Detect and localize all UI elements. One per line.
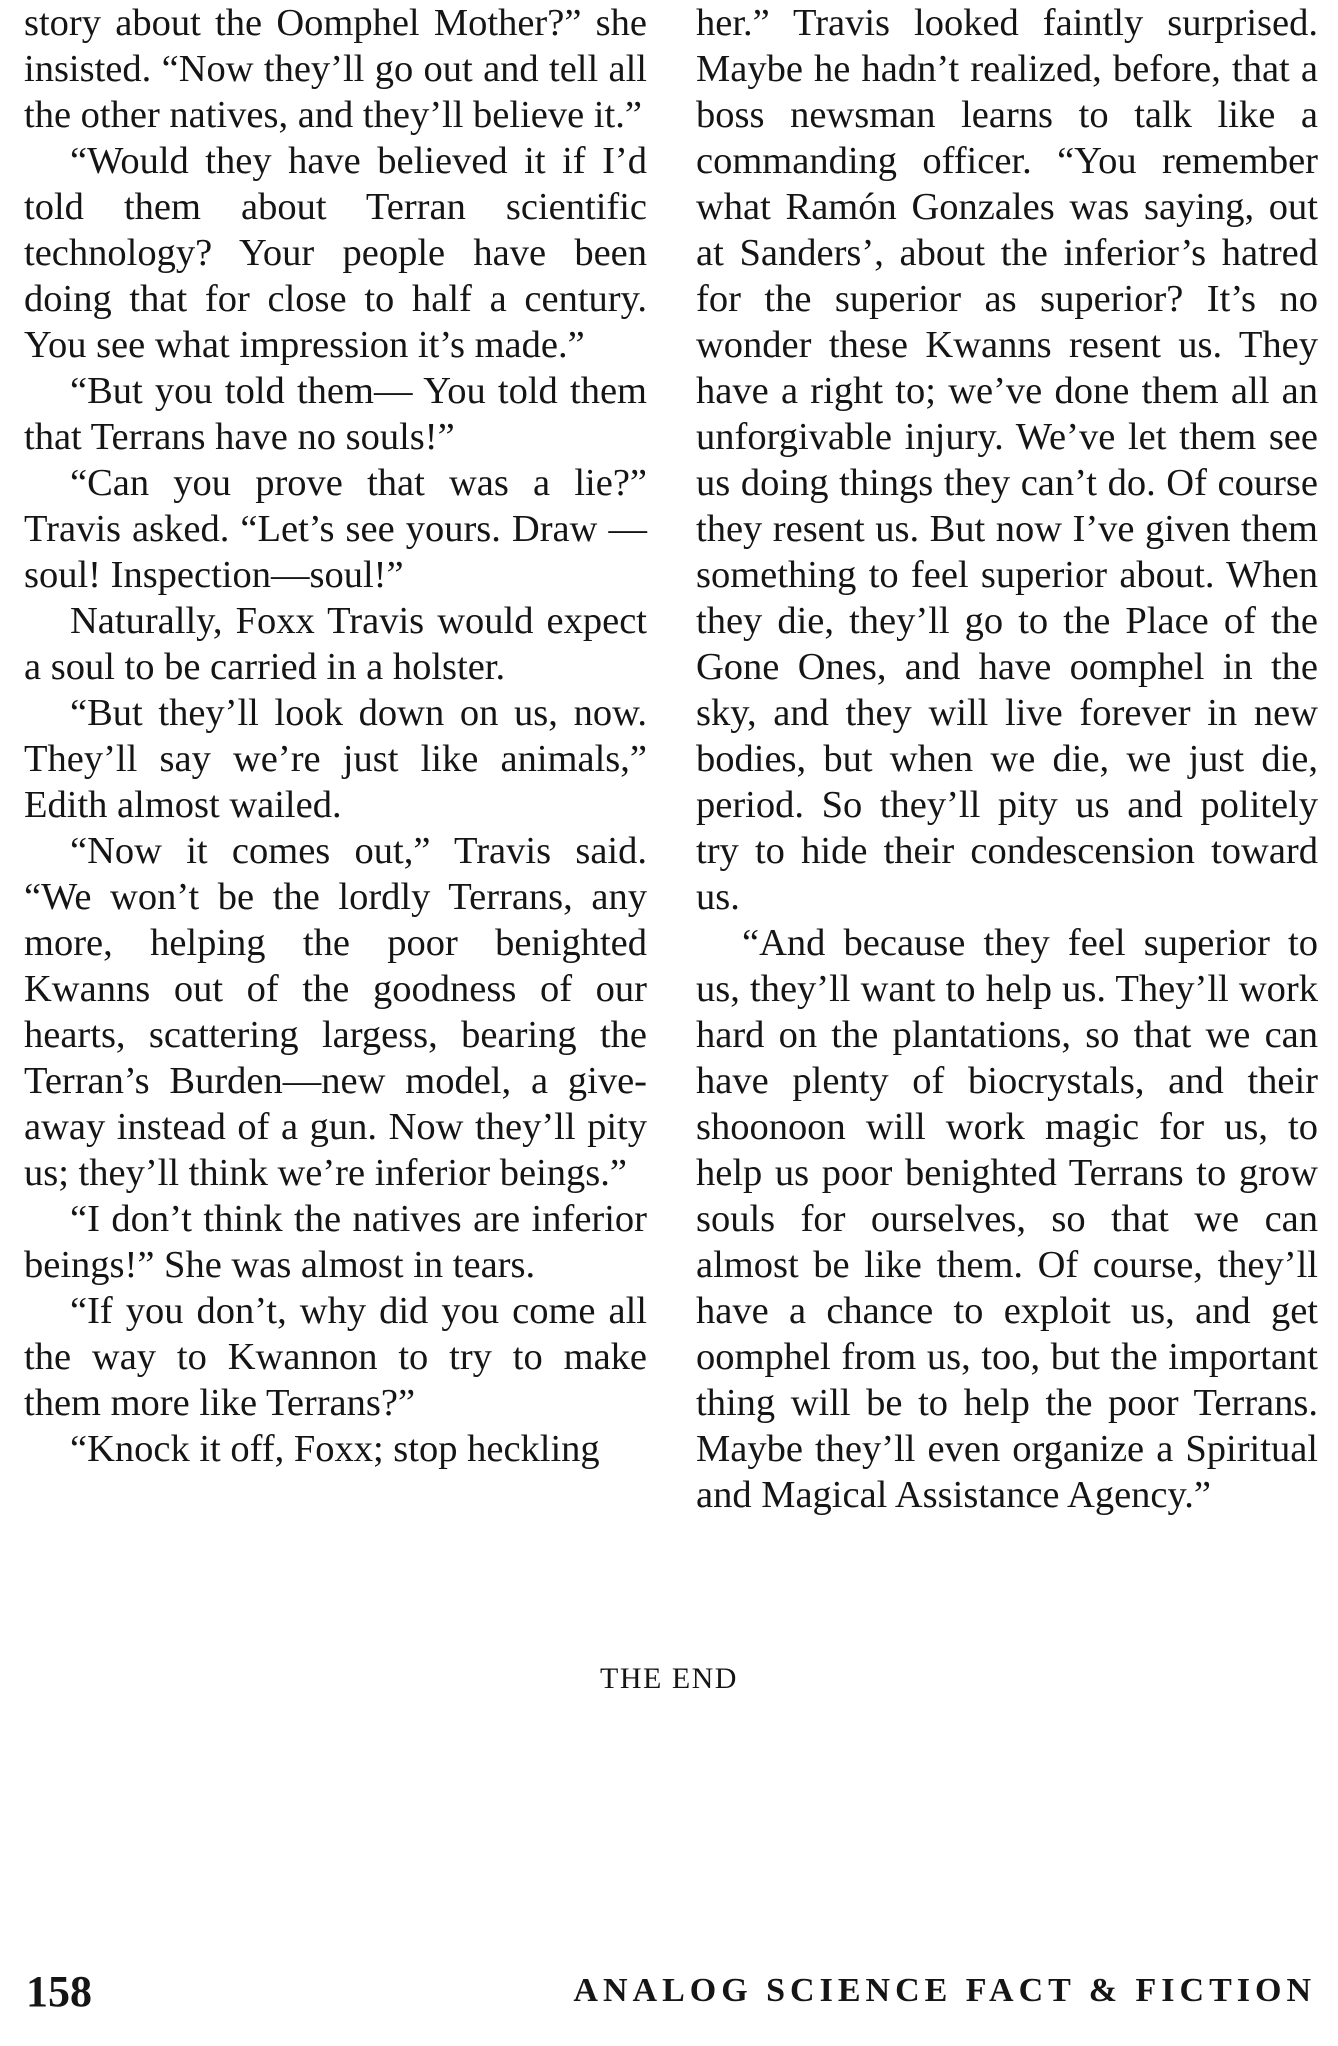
paragraph: “But they’ll look down on us, now. They’ll say we’re just like animals,” Edith almost wailed. bbox=[24, 692, 647, 826]
paragraph: Naturally, Foxx Travis would expect a soul to be carried in a holster. bbox=[24, 600, 647, 688]
paragraph: “But you told them— You told them that Terrans have no souls!” bbox=[24, 370, 647, 458]
paragraph: “Can you prove that was a lie?” Travis asked. “Let’s see yours. Draw —soul! Inspection—soul!” bbox=[24, 462, 647, 596]
left-text-column bbox=[24, 0, 647, 1472]
paragraph: “If you don’t, why did you come all the way to Kwannon to try to make them more like Terrans?” bbox=[24, 1290, 647, 1424]
paragraph: “I don’t think the natives are inferior beings!” She was almost in tears. bbox=[24, 1198, 647, 1286]
paragraph: “And because they feel superior to us, they’ll want to help us. They’ll work hard on the plantations, so that we can have plenty of biocrystals, and their shoonoon will work magic for us, to help us poor benighted Terrans to grow souls for ourselves, so that we can almost be like them. Of course, they’ll have a chance to exploit us, and get oomphel from us, too, but the important thing will be to help the poor Terrans. Maybe they’ll even organize a Spiritual and Magical Assistance Agency.” bbox=[696, 922, 1318, 1516]
paragraph: her.” Travis looked faintly surprised. Maybe he hadn’t realized, before, that a boss newsman learns to talk like a commanding officer. “You remember what Ramón Gonzales was saying, out at Sanders’, about the inferior’s hatred for the superior as superior? It’s no wonder these Kwanns resent us. They have a right to; we’ve done them all an unforgivable injury. We’ve let them see us doing things they can’t do. Of course they resent us. But now I’ve given them something to feel superior about. When they die, they’ll go to the Place of the Gone Ones, and have oomphel in the sky, and they will live forever in new bodies, but when we die, we just die, period. So they’ll pity us and politely try to hide their condescension toward us. bbox=[696, 2, 1318, 918]
paragraph: story about the Oomphel Mother?” she insisted. “Now they’ll go out and tell all the other natives, and they’ll believe it.” bbox=[24, 2, 647, 136]
paragraph: “Would they have believed it if I’d told them about Terran scientific technology? Your people have been doing that for close to half a century. You see what impression it’s made.” bbox=[24, 140, 647, 366]
right-text-column bbox=[696, 0, 1318, 1518]
the-end-marker: THE END bbox=[600, 1662, 738, 1695]
page-number: 158 bbox=[26, 1967, 92, 2016]
running-footer: ANALOG SCIENCE FACT & FICTION bbox=[573, 1972, 1316, 2009]
paragraph: “Now it comes out,” Travis said. “We won’t be the lordly Terrans, any more, helping the poor benighted Kwanns out of the goodness of our hearts, scattering largess, bearing the Terran’s Burden—new model, a give-away instead of a gun. Now they’ll pity us; they’ll think we’re inferior beings.” bbox=[24, 830, 647, 1194]
paragraph: “Knock it off, Foxx; stop heckling bbox=[70, 1428, 600, 1470]
